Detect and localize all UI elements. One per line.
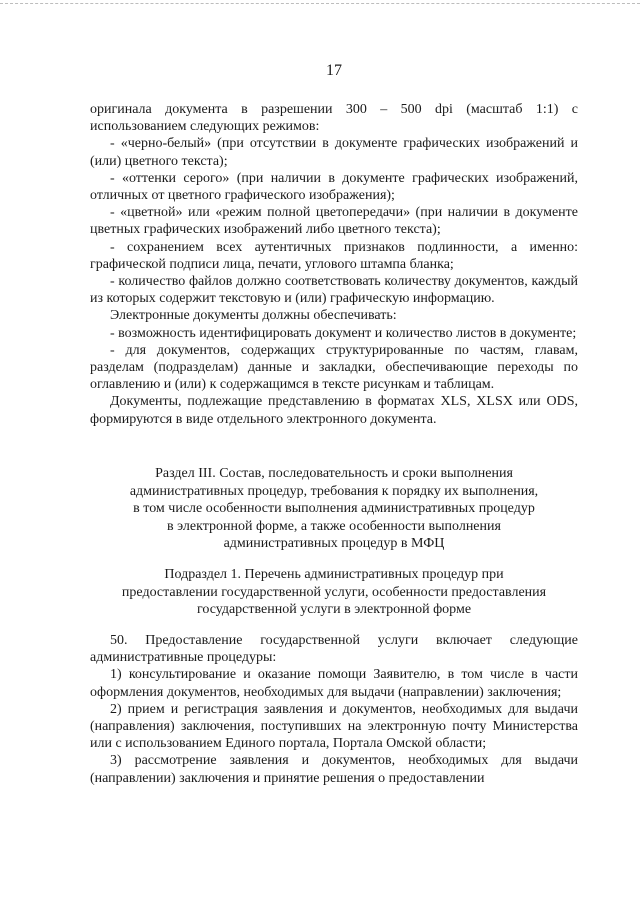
heading-line: предоставлении государственной услуги, особенности предоставления (121, 584, 547, 600)
paragraph: Документы, подлежащие представлению в форматах XLS, XLSX или ODS, формируются в виде отдельного электронного документа. (90, 394, 578, 427)
heading-line: в том числе особенности выполнения административных процедур (133, 501, 535, 517)
list-item: 2) прием и регистрация заявления и документов, необходимых для выдачи (направления) заключения, поступивших на электронную почту Министерства или с использованием Единого портала, Портала Омской области; (90, 701, 578, 752)
paragraph: - «черно-белый» (при отсутствии в документе графических изображений и (или) цветного текста); (90, 136, 578, 169)
page-number: 17 (326, 62, 342, 79)
list-item: 50. Предоставление государственной услуги включает следующие административные процедуры: (90, 633, 578, 666)
paragraph: - «цветной» или «режим полной цветопередачи» (при наличии в документе цветных графических изображений либо цветного текста); (90, 205, 578, 238)
heading-line: Подраздел 1. Перечень административных процедур при (164, 567, 504, 582)
heading-line: государственной услуги в электронной форме (196, 602, 472, 618)
heading-line: административных процедур в МФЦ (223, 536, 445, 552)
procedure-list (90, 632, 578, 787)
paragraph: - «оттенки серого» (при наличии в документе графических изображений, отличных от цветного графического изображения); (90, 170, 578, 204)
page-top-edge (0, 3, 640, 4)
heading-line: административных процедур, требования к порядку их выполнения, (129, 483, 539, 499)
heading-line: Раздел III. Состав, последовательность и сроки выполнения (155, 466, 513, 481)
paragraph: - возможность идентифицировать документ и количество листов в документе; (110, 325, 577, 341)
paragraph: - сохранением всех аутентичных признаков подлинности, а именно: графической подписи лица, печати, углового штампа бланка; (90, 239, 578, 272)
paragraph: Электронные документы должны обеспечивать: (110, 308, 397, 324)
paragraph: - количество файлов должно соответствовать количеству документов, каждый из которых содержит текстовую и (или) графическую информацию. (90, 274, 578, 307)
list-item: 1) консультирование и оказание помощи Заявителю, в том числе в части оформления документов, необходимых для выдачи (направлении) заключения; (90, 667, 578, 700)
subsection-heading (90, 566, 578, 619)
paragraph: - для документов, содержащих структурированные по частям, главам, разделам (подразделам) данные и закладки, обеспечивающие переходы по оглавлению и (или) к содержащимся в тексте рисункам и таблицам. (90, 342, 578, 393)
heading-line: в электронной форме, а также особенности выполнения (167, 518, 501, 534)
body-text (90, 101, 578, 428)
section-heading (90, 465, 578, 553)
paragraph: оригинала документа в разрешении 300 – 500 dpi (масштаб 1:1) с использованием следующих режимов: (90, 102, 578, 135)
list-item: 3) рассмотрение заявления и документов, необходимых для выдачи (направлении) заключения и принятие решения о предоставлении (90, 753, 578, 786)
